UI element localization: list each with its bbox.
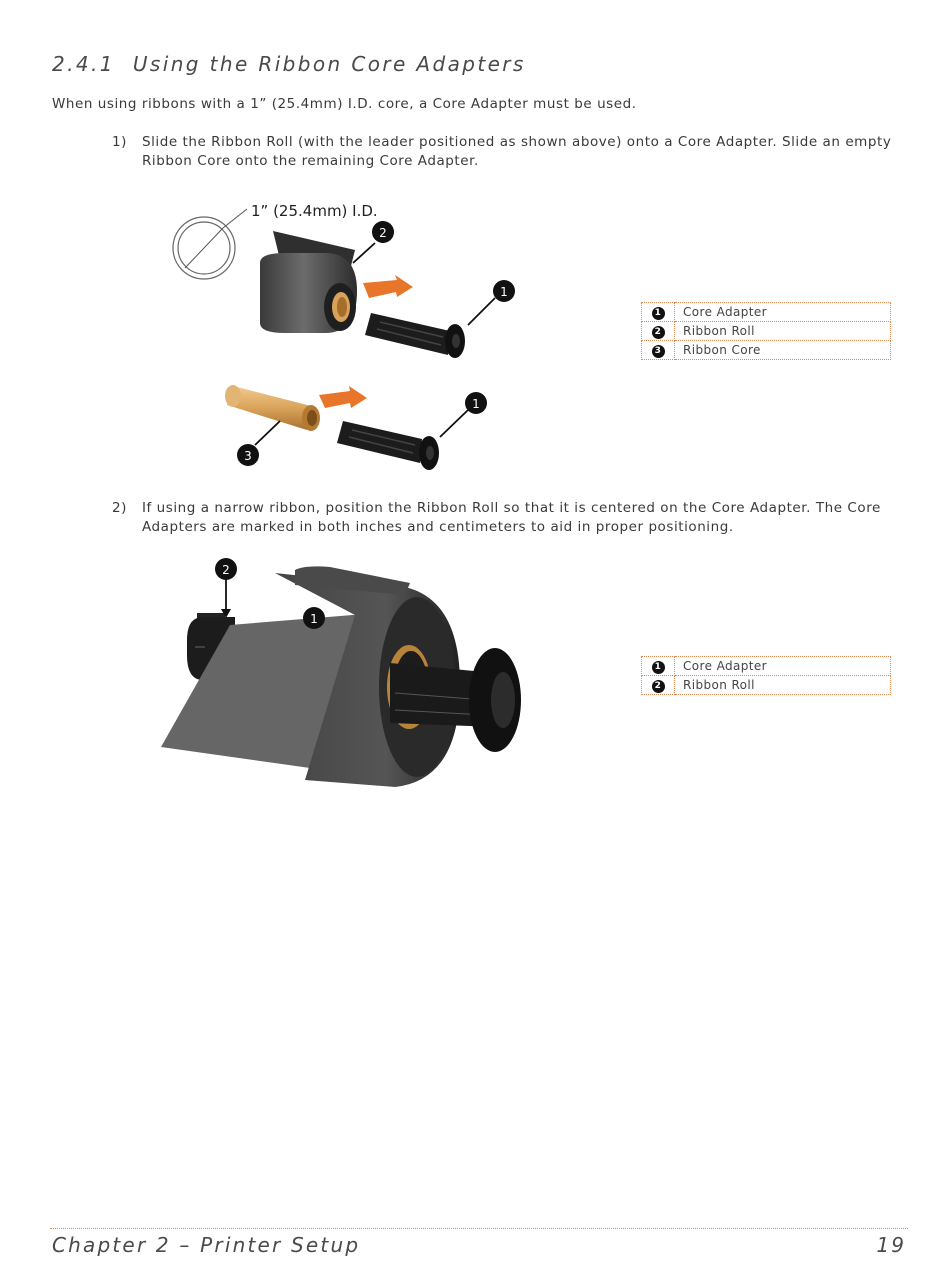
marker-1-icon: 1: [652, 661, 665, 674]
step-text: Slide the Ribbon Roll (with the leader positioned as shown above) onto a Core Adapter. Slide an empty Ribbon Core onto the remaining Core Adapter.: [142, 134, 892, 169]
svg-text:2: 2: [379, 226, 387, 240]
ribbon-roll-icon: [260, 231, 357, 333]
callout-2: [372, 221, 394, 243]
legend-row: [642, 303, 891, 322]
footer-chapter: Chapter 2 – Printer Setup: [52, 1233, 361, 1257]
svg-text:2: 2: [222, 563, 230, 577]
legend-table-1: [641, 302, 891, 360]
section-title: Using the Ribbon Core Adapters: [132, 52, 526, 76]
svg-text:1: 1: [500, 285, 508, 299]
marker-2-icon: 2: [652, 326, 665, 339]
legend-row: [642, 341, 891, 360]
step-number: 1): [112, 134, 127, 150]
marker-2-icon: 2: [652, 680, 665, 693]
legend-label: Ribbon Roll: [675, 322, 891, 341]
callout-3: [237, 444, 259, 466]
legend-label: Core Adapter: [675, 657, 891, 676]
step-text: If using a narrow ribbon, position the Ribbon Roll so that it is centered on the Core Adapter. The Core Adapters are marked in both inches and centimeters to aid in proper positioning.: [142, 500, 881, 535]
step-1: [112, 133, 902, 171]
step-number: 2): [112, 500, 127, 516]
marker-3-icon: 3: [652, 345, 665, 358]
callout-1: [303, 607, 325, 629]
legend-row: [642, 657, 891, 676]
core-adapter-figure-2: [155, 555, 530, 795]
footer-divider: [50, 1228, 908, 1229]
ribbon-core-icon: [225, 385, 320, 431]
core-diameter-icon: [173, 209, 247, 279]
dimension-label: 1” (25.4mm) I.D.: [251, 202, 378, 220]
svg-text:1: 1: [472, 397, 480, 411]
section-heading: [52, 52, 526, 76]
callout-1: [465, 392, 487, 414]
callout-2: [215, 558, 237, 580]
page-number: 19: [876, 1233, 906, 1257]
svg-text:3: 3: [244, 449, 252, 463]
svg-text:1: 1: [310, 612, 318, 626]
legend-label: Ribbon Roll: [675, 676, 891, 695]
intro-paragraph: When using ribbons with a 1” (25.4mm) I.D. core, a Core Adapter must be used.: [52, 96, 637, 112]
legend-label: Ribbon Core: [675, 341, 891, 360]
slide-arrow-icon: [363, 275, 413, 298]
core-adapter-icon: [365, 313, 465, 358]
section-number: 2.4.1: [52, 52, 115, 76]
step-2: [112, 499, 902, 537]
legend-label: Core Adapter: [675, 303, 891, 322]
core-adapter-figure-1: [165, 195, 535, 480]
legend-row: [642, 322, 891, 341]
marker-1-icon: 1: [652, 307, 665, 320]
callout-1: [493, 280, 515, 302]
legend-row: [642, 676, 891, 695]
legend-table-2: [641, 656, 891, 695]
core-adapter-icon: [337, 421, 439, 470]
slide-arrow-icon: [319, 386, 367, 408]
